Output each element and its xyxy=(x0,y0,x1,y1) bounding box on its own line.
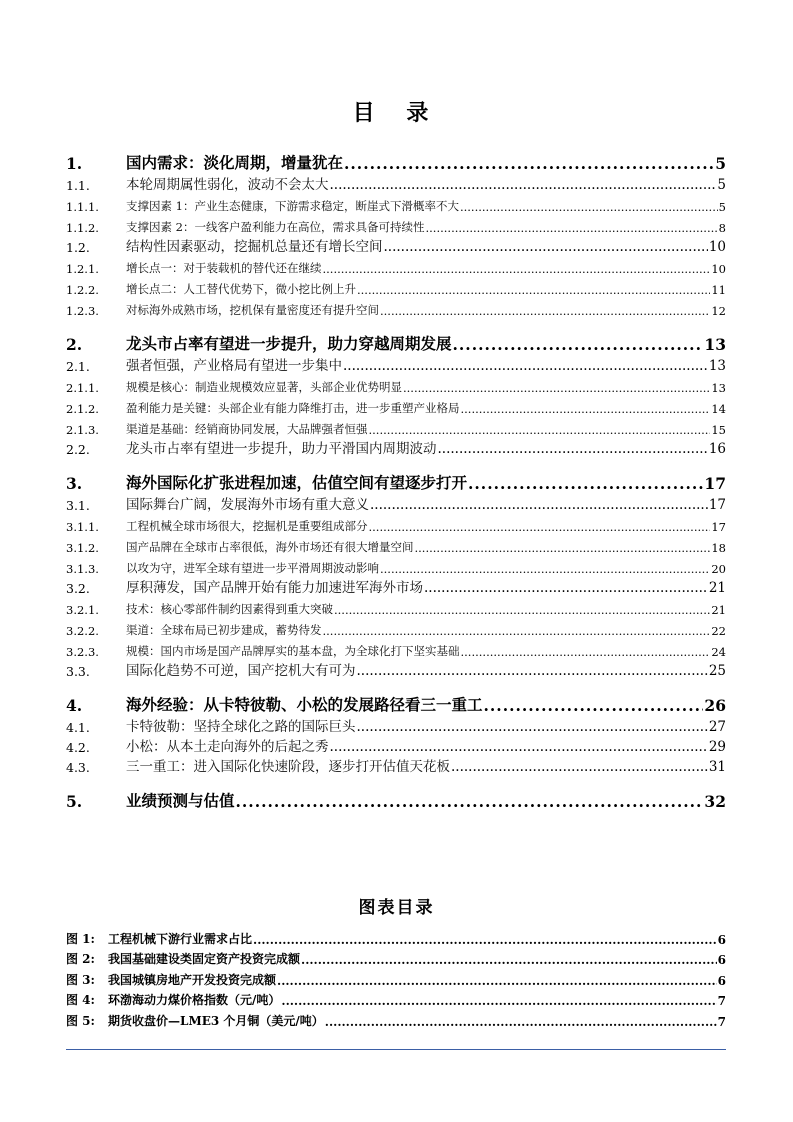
leader-dots xyxy=(277,974,717,988)
toc-entry-level-3-title: 工程机械全球市场很大，挖掘机是重要组成部分 xyxy=(126,519,368,533)
toc-entry-level-2[interactable] xyxy=(66,493,726,513)
toc-entry-level-3-page: 14 xyxy=(711,402,726,416)
toc-entry-level-2-title: 卡特彼勒：坚持全球化之路的国际巨头 xyxy=(126,719,356,735)
toc-entry-level-1-title: 国内需求：淡化周期，增量犹在 xyxy=(126,153,344,172)
leader-dots xyxy=(357,663,708,679)
toc-entry-level-2-title: 小松：从本土走向海外的后起之秀 xyxy=(126,739,329,755)
figure-entry-page: 6 xyxy=(717,973,726,988)
toc-entry-level-3-page: 18 xyxy=(711,541,726,555)
leader-dots xyxy=(424,580,708,596)
toc-entry-level-3-num: 3.2.1. xyxy=(66,603,99,617)
figure-entry-num: 图 4: xyxy=(66,993,95,1007)
toc-entry-level-2-title: 国际舞台广阔，发展海外市场有重大意义 xyxy=(126,497,369,513)
toc-entry-level-2-page: 21 xyxy=(708,580,726,596)
toc-entry-level-3-title: 渠道是基础：经销商协同发展，大品牌强者恒强 xyxy=(126,422,368,436)
leader-dots xyxy=(380,562,710,576)
toc-entry-level-1-title: 龙头市占率有望进一步提升，助力穿越周期发展 xyxy=(126,334,452,353)
figure-entry[interactable] xyxy=(66,1008,726,1029)
toc-entry-level-2-page: 10 xyxy=(708,239,726,255)
toc-entry-level-3-num: 1.2.1. xyxy=(66,262,99,276)
figure-entry-title: 期货收盘价—LME3 个月铜（美元/吨） xyxy=(108,1013,324,1028)
leader-dots xyxy=(484,696,704,715)
toc-entry-level-3-title: 支撑因素 2：一线客户盈利能力在高位，需求具备可持续性 xyxy=(126,220,425,234)
toc-entry-level-2-num: 2.2. xyxy=(66,442,90,457)
toc-entry-level-2-page: 31 xyxy=(708,759,726,775)
toc-entry-level-3-num: 1.1.1. xyxy=(66,200,99,214)
leader-dots xyxy=(357,719,708,735)
toc-entry-level-2[interactable] xyxy=(66,715,726,735)
table-of-contents xyxy=(66,143,726,811)
toc-entry-level-1-num: 5. xyxy=(66,792,83,811)
toc-entry-level-3-num: 1.2.3. xyxy=(66,304,99,318)
list-of-figures xyxy=(66,926,726,1029)
leader-dots xyxy=(323,624,711,638)
toc-entry-level-1[interactable] xyxy=(66,145,726,173)
figure-entry[interactable] xyxy=(66,947,726,968)
toc-entry-level-3-num: 3.2.3. xyxy=(66,645,99,659)
toc-entry-level-1[interactable] xyxy=(66,687,726,715)
figure-entry[interactable] xyxy=(66,967,726,988)
leader-dots xyxy=(425,221,717,235)
figure-entry[interactable] xyxy=(66,926,726,947)
toc-entry-level-3-page: 11 xyxy=(711,283,726,297)
toc-entry-level-3[interactable] xyxy=(66,416,726,437)
figures-title: 图表目录 xyxy=(358,898,435,918)
section-gap xyxy=(66,457,726,463)
figure-entry-num: 图 2: xyxy=(66,952,95,966)
toc-entry-level-3-page: 8 xyxy=(718,221,726,235)
toc-entry-level-1-page: 17 xyxy=(704,474,726,493)
leader-dots xyxy=(343,358,708,374)
toc-entry-level-3-page: 15 xyxy=(711,423,726,437)
toc-entry-level-3-title: 对标海外成熟市场，挖机保有量密度还有提升空间 xyxy=(126,303,379,317)
toc-entry-level-2-num: 4.3. xyxy=(66,760,90,775)
toc-entry-level-2-title: 三一重工：进入国际化快速阶段，逐步打开估值天花板 xyxy=(126,759,450,775)
leader-dots xyxy=(369,520,711,534)
toc-entry-level-2-page: 27 xyxy=(708,719,726,735)
toc-entry-level-3-page: 24 xyxy=(711,645,726,659)
toc-entry-level-2-num: 3.1. xyxy=(66,498,90,513)
toc-entry-level-3-title: 支撑因素 1：产业生态健康，下游需求稳定，断崖式下滑概率不大 xyxy=(126,199,459,213)
leader-dots xyxy=(415,541,711,555)
leader-dots xyxy=(236,792,704,811)
section-gap xyxy=(66,775,726,781)
toc-entry-level-3[interactable] xyxy=(66,276,726,297)
figure-entry-page: 7 xyxy=(717,1014,726,1029)
leader-dots xyxy=(253,933,717,947)
toc-entry-level-2[interactable] xyxy=(66,354,726,374)
toc-entry-level-3[interactable] xyxy=(66,255,726,276)
toc-entry-level-1-page: 26 xyxy=(704,696,726,715)
figure-entry-page: 6 xyxy=(717,953,726,967)
toc-entry-level-2-num: 3.2. xyxy=(66,581,90,596)
figure-entry-title: 环渤海动力煤价格指数（元/吨） xyxy=(108,993,281,1007)
toc-entry-level-2-title: 国际化趋势不可逆，国产挖机大有可为 xyxy=(126,663,356,679)
leader-dots xyxy=(370,497,708,513)
toc-entry-level-2[interactable] xyxy=(66,235,726,255)
toc-entry-level-3-num: 3.1.3. xyxy=(66,562,99,576)
figure-entry-num: 图 1: xyxy=(66,931,95,946)
toc-entry-level-2-page: 13 xyxy=(708,358,726,374)
toc-entry-level-2-page: 29 xyxy=(708,739,726,755)
toc-entry-level-1-title: 海外经验：从卡特彼勒、小松的发展路径看三一重工 xyxy=(126,695,483,714)
leader-dots xyxy=(451,759,708,775)
toc-entry-level-1[interactable] xyxy=(66,783,726,811)
toc-entry-level-2-num: 1.1. xyxy=(66,178,90,193)
leader-dots xyxy=(357,283,710,297)
leader-dots xyxy=(301,953,717,967)
leader-dots xyxy=(323,262,711,276)
toc-entry-level-3-title: 盈利能力是关键：头部企业有能力降维打击，进一步重塑产业格局 xyxy=(126,401,460,415)
toc-entry-level-3-num: 3.1.2. xyxy=(66,541,99,555)
leader-dots xyxy=(344,154,714,173)
toc-entry-level-1[interactable] xyxy=(66,465,726,493)
leader-dots xyxy=(468,474,703,493)
leader-dots xyxy=(330,177,717,193)
toc-entry-level-2-num: 4.1. xyxy=(66,720,90,735)
toc-entry-level-3-title: 规模是核心：制造业规模效应显著，头部企业优势明显 xyxy=(126,380,402,394)
toc-entry-level-2-page: 5 xyxy=(717,177,726,193)
toc-entry-level-1-page: 13 xyxy=(704,335,726,354)
toc-entry-level-2-page: 16 xyxy=(708,441,726,457)
leader-dots xyxy=(325,1015,717,1029)
figure-entry-num: 图 5: xyxy=(66,1013,95,1028)
toc-entry-level-1-num: 1. xyxy=(66,154,83,173)
figure-entry-page: 6 xyxy=(717,932,726,947)
toc-entry-level-3-page: 10 xyxy=(711,262,726,276)
toc-entry-level-3-title: 增长点二：人工替代优势下，微小挖比例上升 xyxy=(126,282,356,296)
toc-entry-level-1-title: 海外国际化扩张进程加速，估值空间有望逐步打开 xyxy=(126,473,468,492)
toc-entry-level-3-num: 2.1.2. xyxy=(66,402,99,416)
leader-dots xyxy=(281,994,716,1008)
leader-dots xyxy=(438,441,708,457)
toc-entry-level-3[interactable] xyxy=(66,638,726,659)
figure-entry-title: 我国基础建设类固定资产投资完成额 xyxy=(108,952,301,966)
toc-entry-level-2-num: 3.3. xyxy=(66,664,90,679)
toc-entry-level-3-num: 3.2.2. xyxy=(66,624,99,638)
toc-entry-level-2[interactable] xyxy=(66,735,726,755)
toc-entry-level-2-title: 厚积薄发，国产品牌开始有能力加速进军海外市场 xyxy=(126,580,423,596)
toc-entry-level-2-title: 结构性因素驱动，挖掘机总量还有增长空间 xyxy=(126,239,383,255)
leader-dots xyxy=(460,200,718,214)
toc-entry-level-2-num: 2.1. xyxy=(66,359,90,374)
toc-entry-level-2-page: 17 xyxy=(708,497,726,513)
leader-dots xyxy=(330,739,708,755)
toc-entry-level-3-title: 规模：国内市场是国产品牌厚实的基本盘，为全球化打下坚实基础 xyxy=(126,644,460,658)
toc-entry-level-2-num: 1.2. xyxy=(66,240,90,255)
page-title: 目 录 xyxy=(352,100,441,126)
toc-entry-level-1-title: 业绩预测与估值 xyxy=(126,791,235,810)
toc-entry-level-3[interactable] xyxy=(66,214,726,235)
leader-dots xyxy=(461,645,711,659)
toc-entry-level-2[interactable] xyxy=(66,437,726,457)
figure-entry[interactable] xyxy=(66,988,726,1009)
toc-entry-level-2-page: 25 xyxy=(708,663,726,679)
toc-entry-level-3-num: 1.1.2. xyxy=(66,221,99,235)
toc-entry-level-3[interactable] xyxy=(66,596,726,617)
toc-entry-level-3-page: 13 xyxy=(711,381,726,395)
toc-entry-level-2-title: 本轮周期属性弱化，波动不会太大 xyxy=(126,177,329,193)
toc-entry-level-3-page: 21 xyxy=(711,603,726,617)
toc-entry-level-3-num: 1.2.2. xyxy=(66,283,99,297)
toc-entry-level-2-num: 4.2. xyxy=(66,740,90,755)
toc-entry-level-2[interactable] xyxy=(66,173,726,193)
leader-dots xyxy=(380,304,710,318)
toc-entry-level-3[interactable] xyxy=(66,617,726,638)
toc-entry-level-2-title: 强者恒强，产业格局有望进一步集中 xyxy=(126,358,342,374)
leader-dots xyxy=(384,239,708,255)
toc-entry-level-3[interactable] xyxy=(66,395,726,416)
toc-entry-level-3-page: 17 xyxy=(711,520,726,534)
toc-entry-level-3-page: 12 xyxy=(711,304,726,318)
figure-entry-title: 工程机械下游行业需求占比 xyxy=(108,931,253,946)
toc-entry-level-3[interactable] xyxy=(66,513,726,534)
toc-entry-level-3-page: 22 xyxy=(711,624,726,638)
toc-entry-level-3-title: 国产品牌在全球市占率很低，海外市场还有很大增量空间 xyxy=(126,540,414,554)
section-gap xyxy=(66,679,726,685)
toc-entry-level-1-num: 3. xyxy=(66,474,83,493)
toc-entry-level-1-page: 5 xyxy=(715,154,726,173)
figure-entry-num: 图 3: xyxy=(66,972,95,987)
leader-dots xyxy=(453,335,704,354)
toc-entry-level-3-title: 技术：核心零部件制约因素得到重大突破 xyxy=(126,602,333,616)
toc-entry-level-1-num: 4. xyxy=(66,696,83,715)
toc-entry-level-3-title: 以攻为守，进军全球有望进一步平滑周期波动影响 xyxy=(126,561,379,575)
toc-entry-level-3[interactable] xyxy=(66,534,726,555)
toc-entry-level-3[interactable] xyxy=(66,193,726,214)
toc-entry-level-3-num: 2.1.1. xyxy=(66,381,99,395)
toc-entry-level-3-page: 5 xyxy=(718,200,726,214)
toc-entry-level-3-page: 20 xyxy=(711,562,726,576)
toc-entry-level-3-num: 3.1.1. xyxy=(66,520,99,534)
figure-entry-title: 我国城镇房地产开发投资完成额 xyxy=(108,972,277,987)
toc-entry-level-3-num: 2.1.3. xyxy=(66,423,99,437)
toc-entry-level-2-title: 龙头市占率有望进一步提升，助力平滑国内周期波动 xyxy=(126,441,437,457)
toc-entry-level-1-page: 32 xyxy=(704,792,726,811)
toc-entry-level-3-title: 渠道：全球布局已初步建成，蓄势待发 xyxy=(126,623,322,637)
footer-rule xyxy=(66,1049,726,1050)
leader-dots xyxy=(403,381,710,395)
figure-entry-page: 7 xyxy=(717,994,726,1008)
toc-entry-level-1-num: 2. xyxy=(66,335,83,354)
toc-entry-level-3[interactable] xyxy=(66,297,726,318)
toc-entry-level-3[interactable] xyxy=(66,374,726,395)
toc-entry-level-2[interactable] xyxy=(66,755,726,775)
toc-entry-level-2[interactable] xyxy=(66,659,726,679)
toc-entry-level-3[interactable] xyxy=(66,555,726,576)
toc-entry-level-2[interactable] xyxy=(66,576,726,596)
section-gap xyxy=(66,318,726,324)
leader-dots xyxy=(369,423,711,437)
toc-entry-level-1[interactable] xyxy=(66,326,726,354)
leader-dots xyxy=(334,603,710,617)
toc-entry-level-3-title: 增长点一：对于装载机的替代还在继续 xyxy=(126,261,322,275)
leader-dots xyxy=(461,402,711,416)
